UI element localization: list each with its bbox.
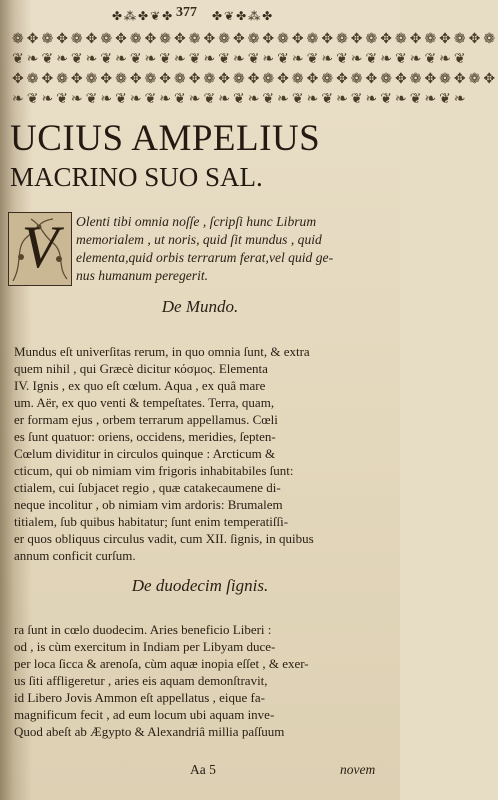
- text-line: ctialem, cui ſubjacet regio , quæ catakecaumene di-: [14, 480, 281, 495]
- text-line: IV. Ignis , ex quo eſt cœlum. Aqua , ex quâ mare: [14, 378, 266, 393]
- text-line: magnificum fecit , ad eum locum ubi aquam inve-: [14, 707, 275, 722]
- page-number: 377: [176, 5, 197, 20]
- border-row: ❧❦❧❦❧❦❧❦❧❦❧❦❧❦❧❦❧❦❧❦❧❦❧❦❧❦❧❦❧❦❧: [12, 92, 469, 107]
- text-line: id Libero Jovis Ammon eſt appellatus , eique fa-: [14, 690, 265, 705]
- text-line: annum conficit curſum.: [14, 548, 136, 563]
- text-line: od , is cùm exercitum in Indiam per Libyam duce-: [14, 639, 276, 654]
- section-heading-signis: De duodecim ſignis.: [131, 576, 269, 595]
- text-line: nus humanum peregerit.: [76, 268, 209, 283]
- text-line: quem nihil , qui Græcè dicitur κόσμος. Elementa: [14, 361, 268, 376]
- text-line: cticum, qui ob nimiam vim frigoris inhabitabiles ſunt:: [14, 463, 294, 478]
- dropcap-letter: V: [21, 214, 59, 280]
- catchword: novem: [340, 762, 376, 777]
- text-line: titialem, ſub quibus habitatur; ſunt enim temperatiſſi-: [14, 514, 289, 529]
- text-line: Cœlum dividitur in circulos quinque : Arcticum &: [14, 446, 276, 461]
- border-row: ❁✥❁✥❁✥❁✥❁✥❁✥❁✥❁✥❁✥❁✥❁✥❁✥❁✥❁✥❁✥❁✥❁: [12, 32, 498, 47]
- text-line: ra ſunt in cœlo duodecim. Aries beneficio Liberi :: [14, 622, 272, 637]
- text-line: er quos obliquus circulus vadit, cum XII. ſignis, in quibus: [14, 531, 314, 546]
- paragraph-mundo: [14, 343, 394, 564]
- signature-mark: Aa 5: [190, 762, 216, 777]
- text-line: es ſunt quatuor: oriens, occidens, meridies, ſepten-: [14, 429, 276, 444]
- text-line: Quod abeſt ab Ægypto & Alexandriâ millia paſſuum: [14, 724, 285, 739]
- section-heading-mundo: De Mundo.: [161, 297, 239, 316]
- text-line: Olenti tibi omnia noſſe , ſcripſi hunc Librum: [76, 214, 317, 229]
- border-row: ❦❧❦❧❦❧❦❧❦❧❦❧❦❧❦❧❦❧❦❧❦❧❦❧❦❧❦❧❦❧❦: [12, 52, 469, 67]
- page-subtitle: MACRINO SUO SAL.: [10, 162, 263, 192]
- intro-paragraph: [76, 213, 394, 285]
- header-ornament-right: ✤❦✤⁂✤: [212, 9, 275, 23]
- text-line: er formam ejus , orbem terrarum appellamus. Cœli: [14, 412, 278, 427]
- text-line: per loca ſicca & arenoſa, cùm aquæ inopia eſſet , & exer-: [14, 656, 309, 671]
- text-line: um. Aër, ex quo venti & tempeſtates. Terra, quam,: [14, 395, 275, 410]
- header-ornament-left: ✤⁂✤❦✤: [112, 9, 175, 23]
- page-title: UCIUS AMPELIUS: [10, 118, 321, 159]
- page-header: [0, 6, 400, 24]
- text-line: us ſiti affligeretur , aries eis aquam demonſtravit,: [14, 673, 268, 688]
- ornamental-border: [12, 30, 498, 112]
- paragraph-signis: [14, 621, 394, 740]
- text-line: neque incolitur , ob nimiam vim ardoris: Brumalem: [14, 497, 283, 512]
- border-row: ✥❁✥❁✥❁✥❁✥❁✥❁✥❁✥❁✥❁✥❁✥❁✥❁✥❁✥❁✥❁✥❁✥: [12, 72, 498, 87]
- text-line: elementa,quid orbis terrarum ferat,vel quid ge-: [76, 250, 334, 265]
- text-line: memorialem , ut noris, quid ſit mundus , quid: [76, 232, 322, 247]
- decorated-initial: [8, 212, 72, 286]
- text-line: Mundus eſt univerſitas rerum, in quo omnia ſunt, & extra: [14, 344, 310, 359]
